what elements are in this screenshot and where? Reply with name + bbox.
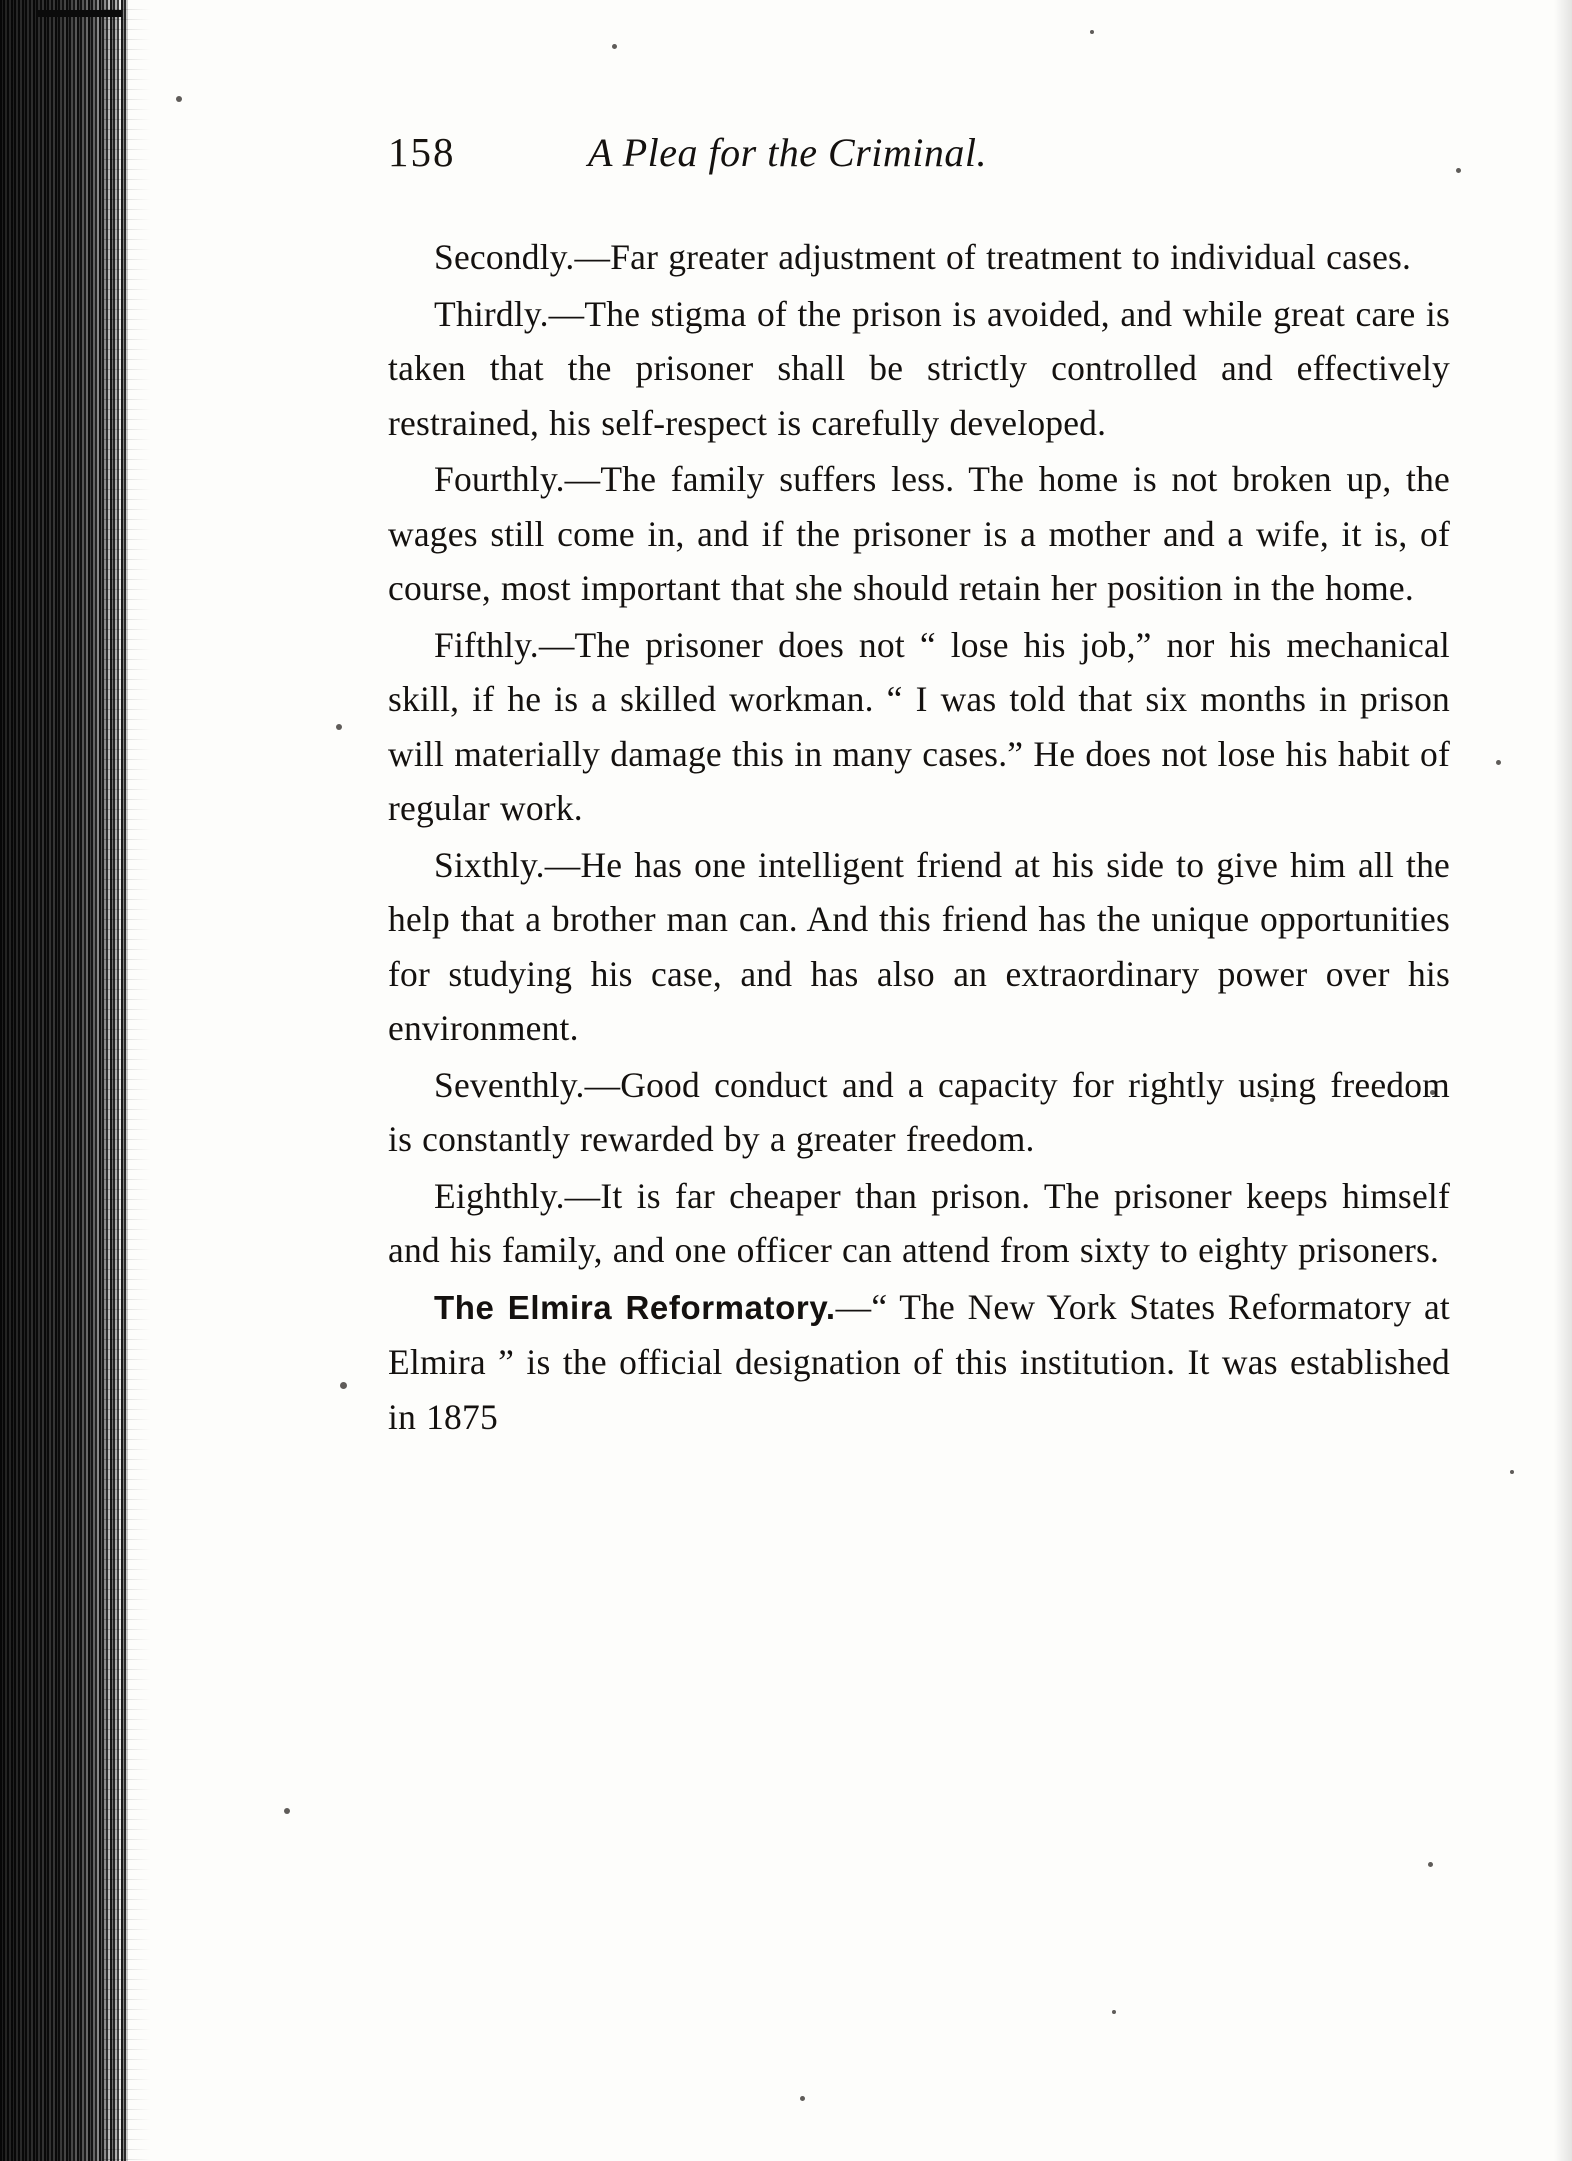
- scan-speck: [1090, 30, 1094, 34]
- page-text-column: [388, 128, 1450, 1446]
- body-text: [388, 230, 1450, 1444]
- paragraph: [388, 618, 1450, 836]
- paragraph: [388, 287, 1450, 451]
- paragraph-text: —Good conduct and a capacity for rightly using freedom is constantly rewarded by a greater freedom.: [388, 1064, 1450, 1159]
- scan-speck: [1510, 1470, 1514, 1474]
- paragraph-lead: Seventhly.: [434, 1064, 585, 1105]
- scan-speck: [1496, 760, 1501, 765]
- scan-speck: [176, 96, 182, 102]
- scan-speck: [340, 1382, 347, 1389]
- page-number: 158: [388, 129, 456, 175]
- scan-speck: [336, 724, 342, 730]
- paragraph-lead: Secondly.: [434, 237, 575, 277]
- page-header: [388, 128, 1450, 176]
- paragraph: [388, 1058, 1450, 1167]
- paragraph-lead: Fifthly.: [434, 624, 539, 665]
- paragraph-text: —The stigma of the prison is avoided, and while great care is taken that the prisoner shall be strictly controlled and effectively restrained, his self-respect is carefully developed.: [388, 293, 1450, 443]
- paragraph-lead: Eighthly.: [434, 1175, 565, 1216]
- paragraph: [388, 452, 1450, 616]
- paragraph-lead: Thirdly.: [434, 293, 549, 334]
- paragraph: [388, 230, 1450, 285]
- section-heading-lead: The Elmira Reformatory.: [434, 1288, 836, 1326]
- scan-speck: [612, 44, 617, 49]
- scan-gutter-fray: [104, 0, 150, 2161]
- paragraph-text: —He has one intelligent friend at his side to give him all the help that a brother man can. And this friend has the unique opportunities for studying his case, and has also an extraordinary power over his environment.: [388, 844, 1450, 1048]
- paragraph-lead: Fourthly.: [434, 459, 565, 499]
- paragraph-lead: Sixthly.: [434, 844, 545, 885]
- paragraph-text: —The prisoner does not “ lose his job,” nor his mechanical skill, if he is a skilled workman. “ I was told that six months in prison will materially damage this in many cases.” He does not lose his habit of regular work.: [388, 624, 1450, 828]
- scan-speck: [1112, 2010, 1116, 2014]
- scan-speck: [284, 1808, 290, 1814]
- paragraph-section-heading: [388, 1280, 1450, 1445]
- scan-speck: [800, 2096, 805, 2101]
- paragraph: [388, 838, 1450, 1056]
- running-title: A Plea for the Criminal.: [588, 130, 988, 175]
- paragraph-text: —The family suffers less. The home is not broken up, the wages still come in, and if the prisoner is a mother and a wife, it is, of course, most important that she should retain her position in the home.: [388, 459, 1450, 608]
- scan-speck: [1456, 168, 1461, 173]
- paragraph-text: —It is far cheaper than prison. The prisoner keeps himself and his family, and one officer can attend from sixty to eighty prisoners.: [388, 1175, 1450, 1270]
- page-right-edge-shadow: [1554, 0, 1572, 2161]
- scan-speck: [1428, 1862, 1433, 1867]
- paragraph-text: —Far greater adjustment of treatment to individual cases.: [574, 237, 1412, 277]
- paragraph-text: —“ The New York States Reformatory at Elmira ” is the official designation of this institution. It was established in 1875: [388, 1286, 1450, 1437]
- paragraph: [388, 1169, 1450, 1278]
